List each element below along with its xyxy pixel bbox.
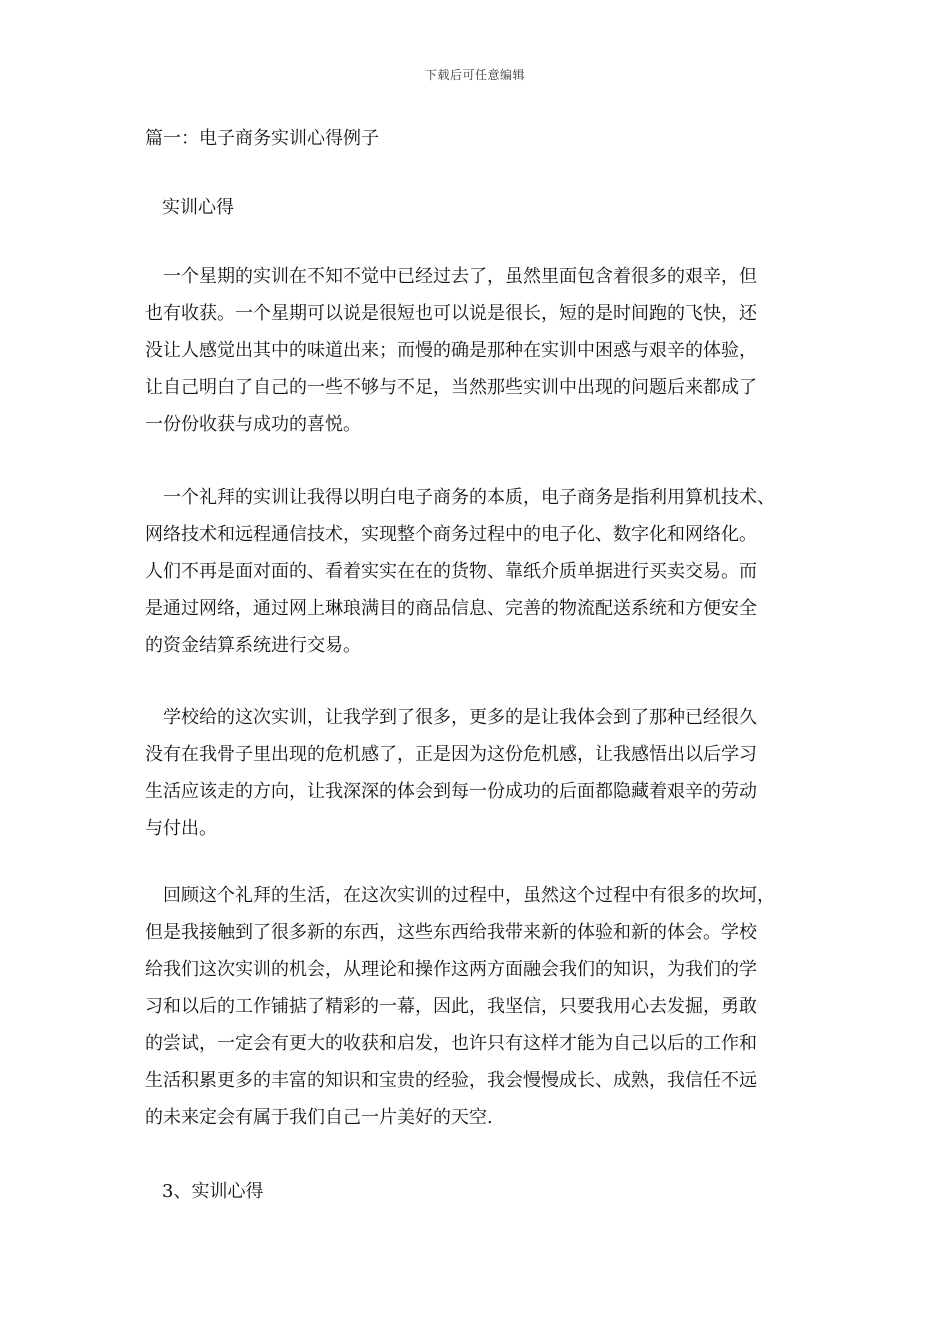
- paragraph-4: [145, 877, 825, 1136]
- header-note: 下载后可任意编辑: [424, 68, 525, 82]
- paragraph-line: 一份份收获与成功的喜悦。: [145, 414, 361, 435]
- paragraph-line: 一个星期的实训在不知不觉中已经过去了，虽然里面包含着很多的艰辛，但: [163, 266, 757, 287]
- paragraph-2: [145, 479, 825, 664]
- paragraph-line: 回顾这个礼拜的生活，在这次实训的过程中，虽然这个过程中有很多的坎坷，: [163, 885, 775, 906]
- paragraph-line: 网络技术和远程通信技术，实现整个商务过程中的电子化、数字化和网络化。: [145, 524, 757, 545]
- paragraph-line: 人们不再是面对面的、看着实实在在的货物、靠纸介质单据进行买卖交易。而: [145, 561, 757, 582]
- paragraph-line: 让自己明白了自己的一些不够与不足，当然那些实训中出现的问题后来都成了: [145, 377, 757, 398]
- paragraph-line: 的资金结算系统进行交易。: [145, 635, 361, 656]
- paragraph-line: 但是我接触到了很多新的东西，这些东西给我带来新的体验和新的体会。学校: [145, 922, 757, 943]
- paragraph-1: [145, 258, 825, 443]
- document-title: 篇一：电子商务实训心得例子: [145, 128, 379, 149]
- paragraph-line: 是通过网络，通过网上琳琅满目的商品信息、完善的物流配送系统和方便安全: [145, 598, 757, 619]
- document-subtitle: 实训心得: [162, 197, 234, 218]
- paragraph-line: 生活积累更多的丰富的知识和宝贵的经验，我会慢慢成长、成熟，我信任不远: [145, 1070, 757, 1091]
- paragraph-line: 一个礼拜的实训让我得以明白电子商务的本质，电子商务是指利用算机技术、: [163, 487, 775, 508]
- paragraph-line: 也有收获。一个星期可以说是很短也可以说是很长，短的是时间跑的飞快，还: [145, 303, 757, 324]
- paragraph-line: 的尝试，一定会有更大的收获和启发，也许只有这样才能为自己以后的工作和: [145, 1033, 757, 1054]
- paragraph-3: [145, 699, 825, 847]
- paragraph-line: 的未来定会有属于我们自己一片美好的天空.: [145, 1107, 493, 1128]
- paragraph-line: 给我们这次实训的机会，从理论和操作这两方面融会我们的知识，为我们的学: [145, 959, 757, 980]
- paragraph-line: 学校给的这次实训，让我学到了很多，更多的是让我体会到了那种已经很久: [163, 707, 757, 728]
- paragraph-line: 没有在我骨子里出现的危机感了，正是因为这份危机感，让我感悟出以后学习: [145, 744, 757, 765]
- paragraph-line: 生活应该走的方向，让我深深的体会到每一份成功的后面都隐藏着艰辛的劳动: [145, 781, 757, 802]
- paragraph-line: 习和以后的工作铺掂了精彩的一幕，因此，我坚信，只要我用心去发掘，勇敢: [145, 996, 757, 1017]
- section-heading: 3、实训心得: [162, 1181, 264, 1202]
- paragraph-line: 与付出。: [145, 818, 217, 839]
- paragraph-line: 没让人感觉出其中的味道出来；而慢的确是那种在实训中困惑与艰辛的体验，: [145, 340, 757, 361]
